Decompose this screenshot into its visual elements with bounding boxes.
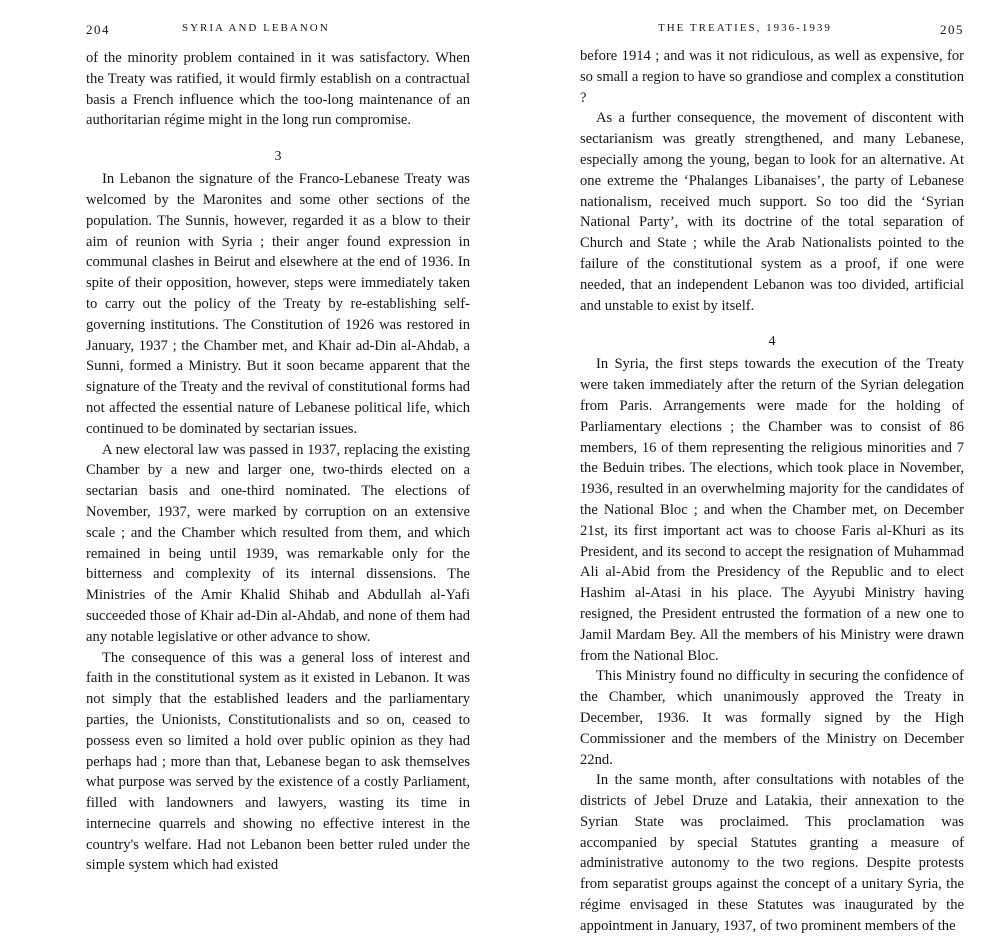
section-number: 4 xyxy=(768,334,776,350)
right-running-head xyxy=(580,22,964,42)
running-head-title: SYRIA AND LEBANON xyxy=(182,22,330,34)
page-number: 204 xyxy=(86,22,110,37)
paragraph: As a further consequence, the movement of discontent with sectarianism was greatly strengthened, and many Lebanese, especially among the young, began to look for an alternative. At one extreme the ‘Phalanges Libanaises’, the party of Lebanese nationalism, received much support. So too did the ‘Syrian National Party’, with its doctrine of the total separation of Church and State ; while the Arab Nationalists pointed to the failure of the constitutional system as a proof, if one were needed, that an independent Lebanon was too divided, artificial and unstable to exist by itself. xyxy=(580,110,964,314)
paragraph: A new electoral law was passed in 1937, replacing the existing Chamber by a new and larger one, two-thirds elected on a sectarian basis and one-third nominated. The elections of November, 1937, were marked by corruption on an extensive scale ; and the Chamber which resulted from them, and which remained in being until 1939, was remarkable only for the bitterness and complexity of its internal dissensions. The Ministries of the Amir Khalid Shihab and Abdullah al-Yafi succeeded those of Khair ad-Din al-Ahdab, and none of them had any notable legislative or other advance to show. xyxy=(86,441,470,645)
left-page-body xyxy=(86,48,470,876)
section-number: 3 xyxy=(274,149,282,165)
paragraph: The consequence of this was a general loss of interest and faith in the constitutional system as it existed in Lebanon. It was not simply that the established leaders and the parliamentary parties, the Unionists, Constitutionalists and so on, ceased to possess even so limited a hold over public opinion as they had perhaps had ; more than that, Lebanese began to ask themselves what purpose was served by the existence of a costly Parliament, filled with landowners and lawyers, wasting its time in internecine quarrels and showing no effective interest in the country's welfare. Had not Lebanon been better ruled under the simple system which had existed xyxy=(86,649,470,874)
left-running-head xyxy=(86,22,470,42)
paragraph: In the same month, after consultations with notables of the districts of Jebel Druze and Latakia, their annexation to the Syrian State was proclaimed. This proclamation was accompanied by special Statutes granting a measure of administrative autonomy to the two regions. Despite protests from separatist groups against the concept of a unitary Syria, the régime envisaged in these Statutes was inaugurated by the appointment in January, 1937, of two prominent members of the xyxy=(580,772,964,934)
running-head-title: THE TREATIES, 1936-1939 xyxy=(658,22,832,34)
paragraph: In Lebanon the signature of the Franco-Lebanese Treaty was welcomed by the Maronites and some other sections of the population. The Sunnis, however, regarded it as a blow to their aim of reunion with Syria ; their anger found expression in communal clashes in Beirut and elsewhere at the end of 1936. In spite of their opposition, however, steps were immediately taken to carry out the policy of the Treaty by re-establishing self-governing institutions. The Constitution of 1926 was restored in January, 1937 ; the Chamber met, and Khair ad-Din al-Ahdab, a Sunni, formed a Ministry. But it soon became apparent that the signature of the Treaty and the revival of constitutional forms had not affected the essential nature of Lebanese political life, which continued to be dominated by sectarian issues. xyxy=(86,171,470,437)
paragraph: of the minority problem contained in it was satisfactory. When the Treaty was ratified, it would firmly establish on a contractual basis a French influence which the too-long maintenance of an authoritarian régime might in the long run compromise. xyxy=(86,50,470,129)
left-page xyxy=(86,0,470,874)
page-number: 205 xyxy=(940,22,964,37)
right-page xyxy=(580,0,964,934)
paragraph: In Syria, the first steps towards the execution of the Treaty were taken immediately after the return of the Syrian delegation from Paris. Arrangements were made for the holding of Parliamentary elections ; the Chamber was to consist of 86 members, 16 of them representing the religious minorities and 7 the Beduin tribes. The elections, which took place in November, 1936, resulted in an overwhelming majority for the candidates of the National Bloc ; and when the Chamber met, on December 21st, its first important act was to choose Faris al-Khuri as its President, and its second to accept the resignation of Muhammad Ali al-Abid from the Presidency of the Republic and to elect Hashim al-Atasi in his place. The Ayyubi Ministry having resigned, the President entrusted the formation of a new one to Jamil Mardam Bey. All the members of his Ministry were drawn from the National Bloc. xyxy=(580,356,964,664)
paragraph: This Ministry found no difficulty in securing the confidence of the Chamber, which unanimously approved the Treaty in December, 1936. It was formally signed by the High Commissioner and the members of the Ministry on December 22nd. xyxy=(580,668,964,768)
right-page-body xyxy=(580,46,964,937)
paragraph: before 1914 ; and was it not ridiculous, as well as expensive, for so small a region to have so grandiose and complex a constitution ? xyxy=(580,48,964,106)
